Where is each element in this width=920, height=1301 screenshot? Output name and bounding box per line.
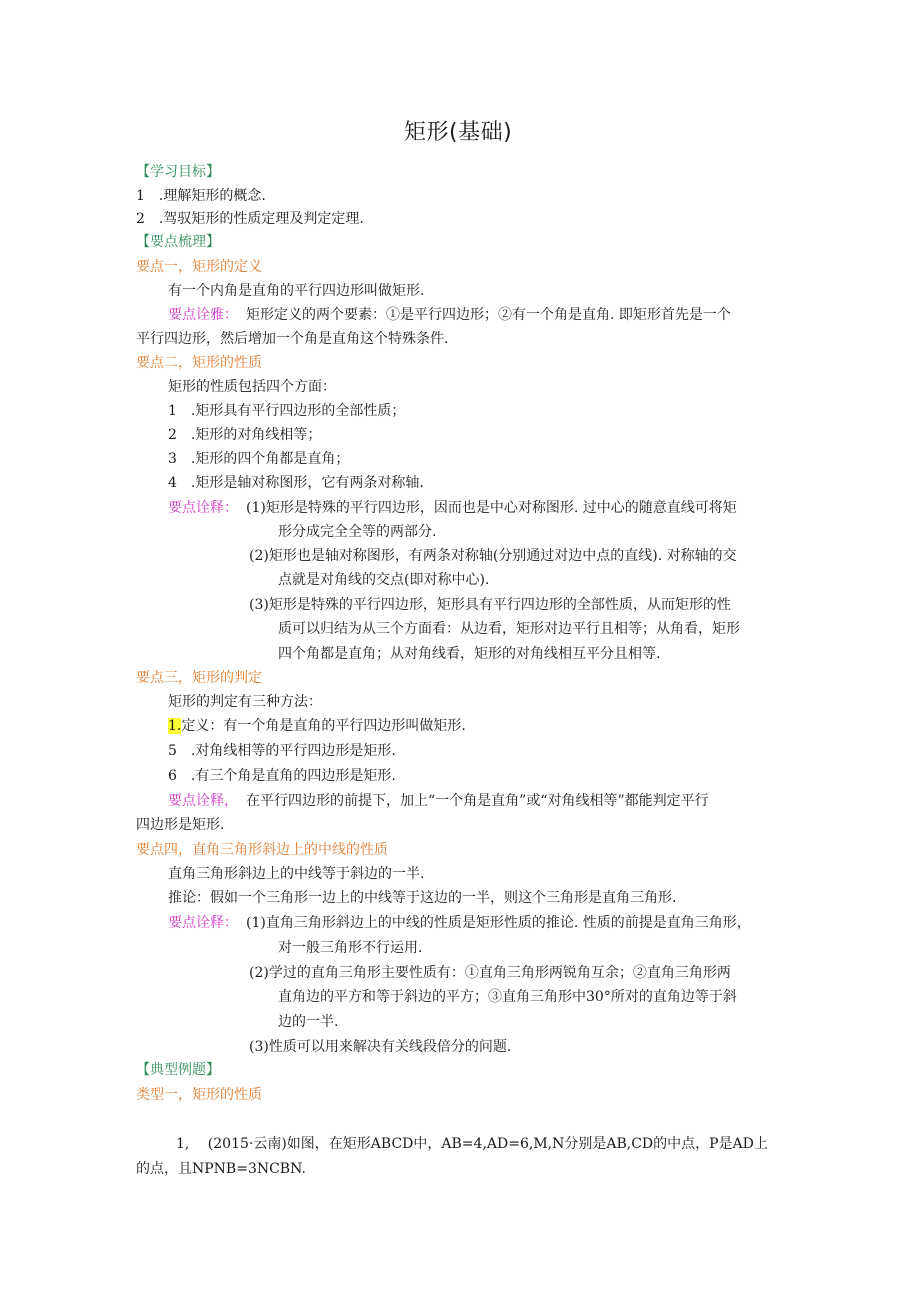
- note-label: 要点诠释：: [168, 915, 238, 931]
- examples-header: 【典型例题】: [136, 1062, 220, 1078]
- note-text: 边的一半.: [278, 1014, 339, 1030]
- note-text: 四边形是矩形.: [136, 817, 225, 833]
- section-header: 类型一，矩形的性质: [136, 1087, 262, 1103]
- note-text: 矩形定义的两个要素：①是平行四边形；②有一个角是直角. 即矩形首先是一个: [246, 307, 731, 323]
- note-text: 点就是对角线的交点(即对称中心).: [278, 572, 490, 588]
- note-text: 形分成完全全等的两部分.: [278, 524, 437, 540]
- learning-goals-header: 【学习目标】: [136, 164, 220, 180]
- paragraph: 矩形的性质包括四个方面：: [168, 379, 336, 395]
- note-text: 四个角都是直角；从对角线看，矩形的对角线相互平分且相等.: [278, 646, 661, 662]
- note-text: 对一般三角形不行运用.: [278, 940, 423, 956]
- note-text: 平行四边形，然后增加一个角是直角这个特殊条件.: [136, 331, 449, 347]
- list-item-text: 定义：有一个角是直角的平行四边形叫做矩形.: [181, 718, 466, 734]
- note-text: 在平行四边形的前提下，加上“一个角是直角”或“对角线相等”都能判定平行: [246, 793, 709, 809]
- section-header: 要点二，矩形的性质: [136, 355, 262, 371]
- note-text: (3)性质可以用来解决有关线段倍分的问题.: [249, 1039, 512, 1055]
- list-item: 6 .有三个角是直角的四边形是矩形.: [168, 768, 396, 784]
- list-item: 5 .对角线相等的平行四边形是矩形.: [168, 743, 396, 759]
- example-text: 的点，且NPNB=3NCBN.: [136, 1161, 306, 1177]
- paragraph: 矩形的判定有三种方法：: [168, 694, 322, 710]
- list-item: 1 .矩形具有平行四边形的全部性质；: [168, 403, 406, 419]
- note-text: (1)矩形是特殊的平行四边形，因而也是中心对称图形. 过中心的随意直线可将矩: [246, 500, 737, 516]
- goal-item: 1 .理解矩形的概念.: [136, 188, 266, 204]
- note-text: (2)矩形也是轴对称图形，有两条对称轴(分别通过对边中点的直线). 对称轴的交: [249, 548, 737, 564]
- key-points-header: 【要点梳理】: [136, 234, 220, 250]
- note-text: 直角边的平方和等于斜边的平方；③直角三角形中30°所对的直角边等于斜: [278, 989, 737, 1005]
- section-header: 要点一，矩形的定义: [136, 259, 262, 275]
- list-item: 4 .矩形是轴对称图形，它有两条对称轴.: [168, 475, 424, 491]
- note-label: 要点诠释：: [168, 500, 238, 516]
- note-label: 要点诠雅：: [168, 307, 238, 323]
- example-text: 1, (2015·云南)如图，在矩形ABCD中，AB=4,AD=6,M,N分别是AB,CD的中点，P是AD上: [176, 1136, 768, 1152]
- note-label: 要点诠释，: [168, 793, 238, 809]
- list-item: 2 .矩形的对角线相等；: [168, 427, 322, 443]
- paragraph: 推论：假如一个三角形一边上的中线等于这边的一半，则这个三角形是直角三角形.: [168, 890, 677, 906]
- list-item: 3 .矩形的四个角都是直角；: [168, 451, 350, 467]
- note-text: (1)直角三角形斜边上的中线的性质是矩形性质的推论. 性质的前提是直角三角形，: [246, 915, 751, 931]
- list-item: [168, 716, 466, 736]
- section-header: 要点四，直角三角形斜边上的中线的性质: [136, 842, 388, 858]
- note-text: (2)学过的直角三角形主要性质有：①直角三角形两锐角互余；②直角三角形两: [249, 965, 731, 981]
- note-text: 质可以归结为从三个方面看：从边看，矩形对边平行且相等；从角看，矩形: [278, 621, 740, 637]
- highlighted-number: 1.: [168, 718, 182, 734]
- page-title: 矩形(基础): [404, 120, 513, 145]
- paragraph: 有一个内角是直角的平行四边形叫做矩形.: [168, 283, 425, 299]
- paragraph: 直角三角形斜边上的中线等于斜边的一半.: [168, 866, 425, 882]
- section-header: 要点三，矩形的判定: [136, 670, 262, 686]
- goal-item: 2 .驾驭矩形的性质定理及判定定理.: [136, 211, 364, 227]
- note-text: (3)矩形是特殊的平行四边形，矩形具有平行四边形的全部性质，从而矩形的性: [249, 597, 731, 613]
